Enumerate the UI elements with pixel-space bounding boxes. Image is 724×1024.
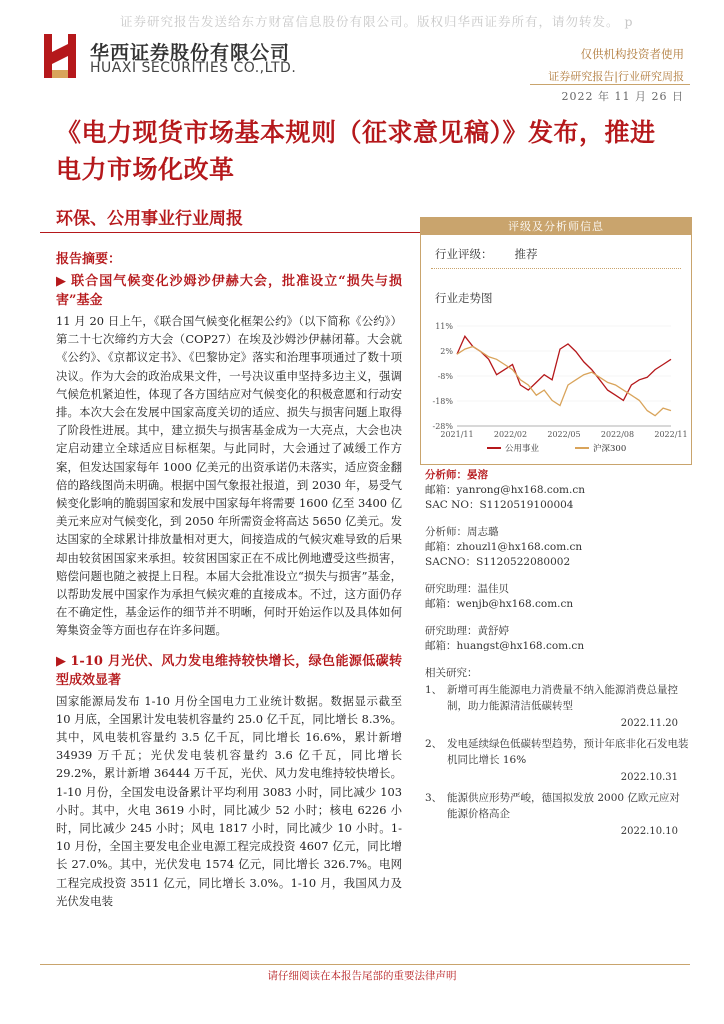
analyst-block [425,582,690,612]
email-label: 邮箱： [425,541,457,553]
email-label: 邮箱： [425,640,457,652]
related-num: 1、 [425,684,443,696]
y-tick-label: -8% [437,372,453,381]
industry-trend-chart [421,314,693,464]
analyst-role: 研究助理： [425,625,478,637]
restriction-note: 仅供机构投资者使用 [580,47,684,61]
related-date: 2022.11.20 [620,718,678,729]
analyst-name: 晏溶 [467,469,488,481]
analyst-info [425,468,690,845]
legend-label: 公用事业 [505,444,540,454]
analyst-email[interactable]: yanrong@hx168.com.cn [456,484,585,496]
analyst-block [425,624,690,654]
y-tick-label: -28% [432,422,453,431]
related-date: 2022.10.10 [620,826,678,837]
rating-box [420,217,692,465]
analyst-role: 分析师： [425,526,467,538]
rating-divider [431,268,681,269]
arrow-icon: ▶ [56,274,68,289]
analyst-block [425,468,690,513]
analyst-email[interactable]: zhouzl1@hx168.com.cn [456,541,583,553]
x-tick-label: 2022/05 [547,430,581,439]
related-item[interactable] [425,683,690,714]
related-num: 2、 [425,738,443,750]
y-tick-label: 11% [435,322,453,331]
report-subtitle: 环保、公用事业行业周报 [56,209,243,229]
analyst-sac: S1120522080002 [476,556,571,568]
trend-label: 行业走势图 [435,291,493,305]
y-tick-label: -18% [432,397,453,406]
footer-divider [40,964,690,965]
related-date: 2022.10.31 [620,772,678,783]
rating-label: 行业评级： [435,247,493,261]
analyst-role: 分析师： [425,469,467,481]
analyst-email[interactable]: huangst@hx168.com.cn [456,640,585,652]
series-line-0 [457,336,671,400]
huaxi-logo [44,34,76,78]
x-tick-label: 2022/08 [600,430,635,439]
rating-value: 推荐 [514,247,538,261]
watermark: 证券研究报告发送给东方财富信息股份有限公司。版权归华西证券所有，请勿转发。 p [120,14,634,29]
analyst-email[interactable]: wenjb@hx168.com.cn [456,598,574,610]
email-label: 邮箱： [425,598,457,610]
analyst-sac: S1120519100004 [479,499,574,511]
arrow-icon: ▶ [56,653,67,669]
related-num: 3、 [425,792,443,804]
sidebar [420,217,692,465]
related-title[interactable]: 发电延续绿色低碳转型趋势，预计年底非化石发电装机同比增长 16% [447,738,689,766]
related-research [425,666,690,839]
section-title [56,652,402,690]
section-paragraph: 国家能源局发布 1-10 月份全国电力工业统计数据。数据显示截至 10 月底，全国累计发电装机容量约 25.0 亿千瓦，同比增长 8.3%。其中，风电装机容量约 3.5 亿千瓦，同比增长 16.6%，累计新增 34939 万千瓦；光伏发电装机容量约 3.6 亿千瓦，同比增长 29.2%，累计新增 36444 万千瓦，光伏、风力发电维持较快增长。1-10 月份，全国发电设备累计平均利用 3083 小时，同比减少 103 小时。其中，火电 3619 小时，同比减少 52 小时；核电 6226 小时，同比减少 245 小时；风电 1817 小时，同比减少 10 小时。1-10 月份，全国主要发电企业电源工程完成投资 4607 亿元，同比增长 27.0%。其中，光伏发电 1574 亿元，同比增长 326.7%。电网工程完成投资 3511 亿元，同比增长 3.0%。1-10 月，我国风力及光伏发电装 [56,693,402,908]
analyst-name: 温佳贝 [477,583,509,595]
legal-footer: 请仔细阅读在本报告尾部的重要法律声明 [267,970,457,982]
company-name-cn: 华西证券股份有限公司 [90,42,291,64]
analyst-block [425,525,690,570]
x-tick-label: 2022/02 [493,430,528,439]
analyst-name: 周志璐 [467,526,499,538]
header-divider [530,84,690,85]
section-title [56,272,402,310]
related-title[interactable]: 新增可再生能源电力消费量不纳入能源消费总量控制，助力能源清洁低碳转型 [447,684,678,712]
report-title: 《电力现货市场基本规则（征求意见稿）》发布，推进电力市场化改革 [56,118,656,184]
trend-chart-svg [421,314,693,464]
series-line-1 [457,347,671,416]
report-date: 2022 年 11 月 26 日 [561,90,684,103]
email-label: 邮箱： [425,484,457,496]
abstract-label: 报告摘要： [56,252,122,267]
related-title[interactable]: 能源供应形势严峻，德国拟发放 2000 亿欧元应对能源价格高企 [447,792,680,820]
sac-label: SAC NO： [425,499,480,511]
rating-box-header: 评级及分析师信息 [421,218,691,235]
industry-rating [435,246,538,262]
analyst-role: 研究助理： [425,583,478,595]
section-paragraph: 11 月 20 日上午，《联合国气候变化框架公约》（以下简称《公约》）第二十七次缔约方大会（COP27）在埃及沙姆沙伊赫闭幕。大会就《公约》、《京都议定书》、《巴黎协定》落实和治理事项通过了数十项决议。作为大会的政治成果文件，一号决议重申坚持多边主义，强调气候危机紧迫性，体现了各方国结应对气候变化的积极意愿和行动安排。本次大会在发展中国家高度关切的适应、损失与损害问题上取得了阶段性进展。其中，建立损失与损害基金成为一大亮点，大会也决定启动建立全球适应目标框架。与此同时，大会通过了减缓工作方案，但发达国家每年 1000 亿美元的出资承诺仍未落实，适应资金翻倍的路线图尚未明确。根据中国气象报社报道，到 2030 年，易受气候变化影响的脆弱国家和发展中国家每年将需要 1600 亿至 3400 亿美元来应对气候变化，到 2050 年所需资金将高达 5650 亿美元。发达国家的全球累计排放量相对更大，间接造成的气候灾难导致的后果却由较贫困国家来承担。较贫困国家正在不成比例地遭受这些损害，赔偿问题也随之被提上日程。本届大会批准设立“损失与损害”基金，以帮助发展中国家作为承担气候灾难的直接成本。不过，这方面仍存在不确定性，基金运作的细节并不明晰，何时开始运作以及具体如何筹集资金等方面也存在许多问题。 [56,314,402,638]
x-tick-label: 2022/11 [654,430,688,439]
report-type: 证券研究报告|行业研究周报 [548,70,684,83]
legend-label: 沪深300 [593,444,627,454]
y-tick-label: 2% [440,347,453,356]
x-tick-label: 2021/11 [440,430,474,439]
related-item[interactable] [425,737,690,768]
analyst-name: 黄舒婷 [477,625,509,637]
sac-label: SACNO： [425,556,477,568]
section-title-text: 联合国气候变化沙姆沙伊赫大会，批准设立“损失与损害”基金 [56,274,402,308]
section-title-text: 1-10 月光伏、风力发电维持较快增长，绿色能源低碳转型成效显著 [56,653,402,688]
abstract-body [56,272,402,922]
related-item[interactable] [425,791,690,822]
related-heading: 相关研究： [425,667,478,679]
company-name-en: HUAXI SECURITIES CO.,LTD. [90,60,297,76]
